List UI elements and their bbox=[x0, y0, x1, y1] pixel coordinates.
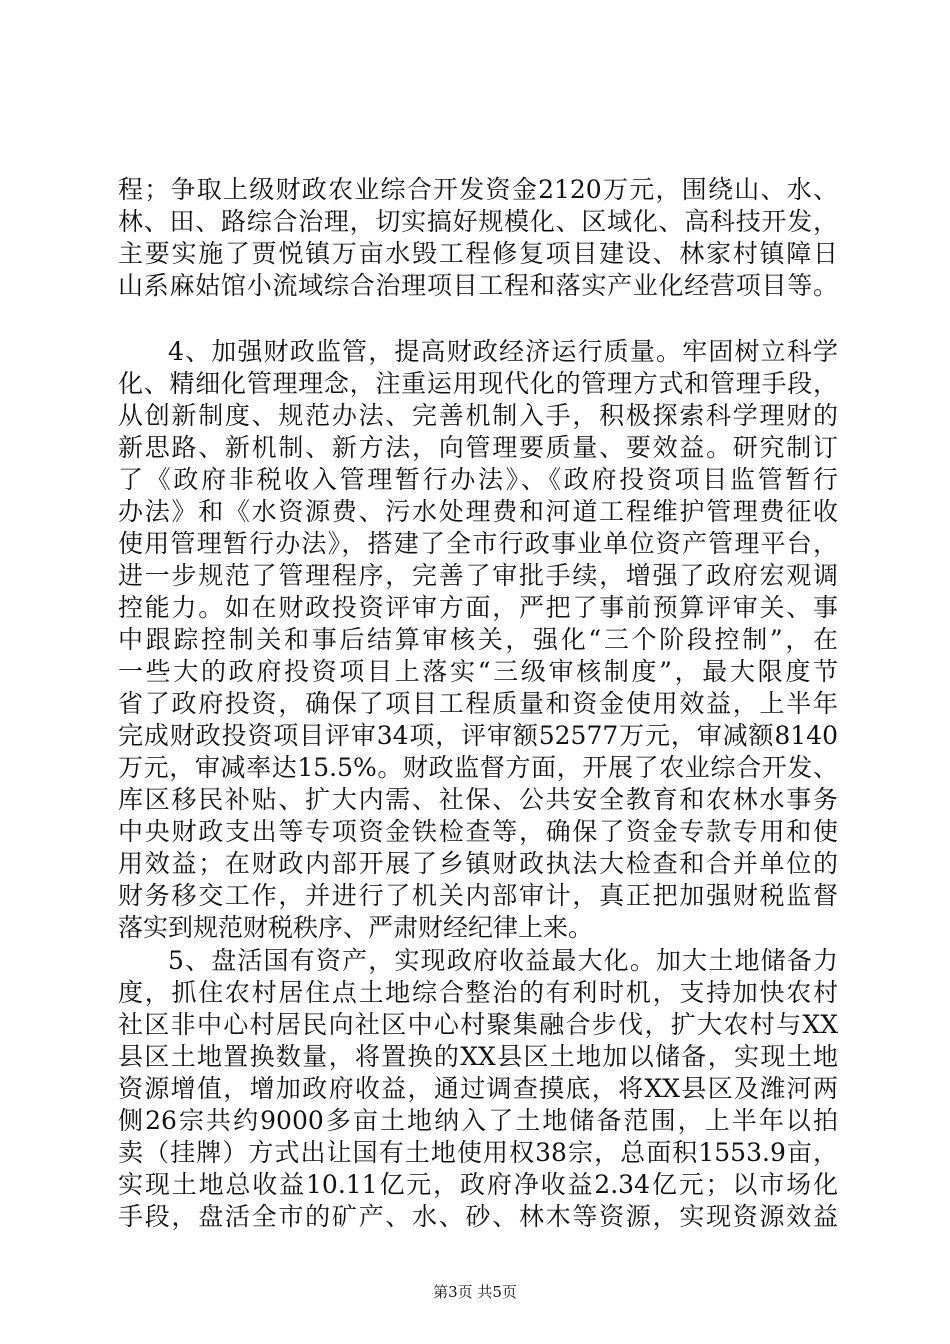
page-footer: 第3页 共5页 bbox=[433, 1283, 517, 1301]
paragraph-1-line: 主要实施了贾悦镇万亩水毁工程修复项目建设、林家村镇障日 bbox=[118, 239, 838, 268]
paragraph-3-line: 手段，盘活全市的矿产、水、砂、林木等资源，实现资源效益 bbox=[118, 1202, 838, 1231]
paragraph-2-line: 从创新制度、规范办法、完善机制入手，积极探索科学理财的 bbox=[118, 401, 838, 430]
paragraph-2-line: 一些大的政府投资项目上落实“三级审核制度”，最大限度节 bbox=[118, 657, 838, 686]
paragraph-3-line: 度，抓住农村居住点土地综合整治的有利时机，支持加快农村 bbox=[118, 978, 838, 1007]
paragraph-3-line: 县区土地置换数量，将置换的XX县区土地加以储备，实现土地 bbox=[118, 1042, 838, 1071]
paragraph-2-line: 4、加强财政监管，提高财政经济运行质量。牢固树立科学 bbox=[168, 337, 838, 366]
paragraph-3-line: 卖（挂牌）方式出让国有土地使用权38宗，总面积1553.9亩， bbox=[118, 1138, 838, 1167]
paragraph-2-line: 控能力。如在财政投资评审方面，严把了事前预算评审关、事 bbox=[118, 593, 838, 622]
paragraph-2-line: 化、精细化管理理念，注重运用现代化的管理方式和管理手段， bbox=[118, 369, 838, 398]
paragraph-2-line: 省了政府投资，确保了项目工程质量和资金使用效益，上半年 bbox=[118, 689, 838, 718]
paragraph-3-line: 实现土地总收益10.11亿元，政府净收益2.34亿元；以市场化 bbox=[118, 1170, 838, 1199]
paragraph-2-line: 办法》和《水资源费、污水处理费和河道工程维护管理费征收 bbox=[118, 497, 838, 526]
paragraph-1-line: 山系麻姑馆小流域综合治理项目工程和落实产业化经营项目等。 bbox=[118, 271, 838, 300]
paragraph-3-line: 资源增值，增加政府收益，通过调查摸底，将XX县区及潍河两 bbox=[118, 1074, 838, 1103]
paragraph-2-line: 中央财政支出等专项资金铁检查等，确保了资金专款专用和使 bbox=[118, 817, 838, 846]
paragraph-3-line: 侧26宗共约9000多亩土地纳入了土地储备范围，上半年以拍 bbox=[118, 1106, 838, 1135]
paragraph-2-line: 完成财政投资项目评审34项，评审额52577万元，审减额8140 bbox=[118, 721, 838, 750]
paragraph-2-line: 了《政府非税收入管理暂行办法》、《政府投资项目监管暂行 bbox=[118, 465, 838, 494]
paragraph-2-line: 落实到规范财税秩序、严肃财经纪律上来。 bbox=[118, 913, 594, 942]
paragraph-2-line: 用效益；在财政内部开展了乡镇财政执法大检查和合并单位的 bbox=[118, 849, 838, 878]
paragraph-2-line: 万元，审减率达15.5%。财政监督方面，开展了农业综合开发、 bbox=[118, 753, 838, 782]
paragraph-2-line: 进一步规范了管理程序，完善了审批手续，增强了政府宏观调 bbox=[118, 561, 838, 590]
paragraph-2-line: 中跟踪控制关和事后结算审核关，强化“三个阶段控制”，在 bbox=[118, 625, 838, 654]
paragraph-3-line: 5、盘活国有资产，实现政府收益最大化。加大土地储备力 bbox=[168, 946, 838, 975]
paragraph-1-line: 林、田、路综合治理，切实搞好规模化、区域化、高科技开发， bbox=[118, 207, 838, 236]
paragraph-3-line: 社区非中心村居民向社区中心村聚集融合步伐，扩大农村与XX bbox=[118, 1010, 838, 1039]
paragraph-2-line: 新思路、新机制、新方法，向管理要质量、要效益。研究制订 bbox=[118, 433, 838, 462]
paragraph-2-line: 使用管理暂行办法》，搭建了全市行政事业单位资产管理平台， bbox=[118, 529, 838, 558]
paragraph-1-line: 程；争取上级财政农业综合开发资金2120万元，围绕山、水、 bbox=[118, 175, 838, 204]
paragraph-2-line: 库区移民补贴、扩大内需、社保、公共安全教育和农林水事务 bbox=[118, 785, 838, 814]
paragraph-2-line: 财务移交工作，并进行了机关内部审计，真正把加强财税监督 bbox=[118, 881, 838, 910]
